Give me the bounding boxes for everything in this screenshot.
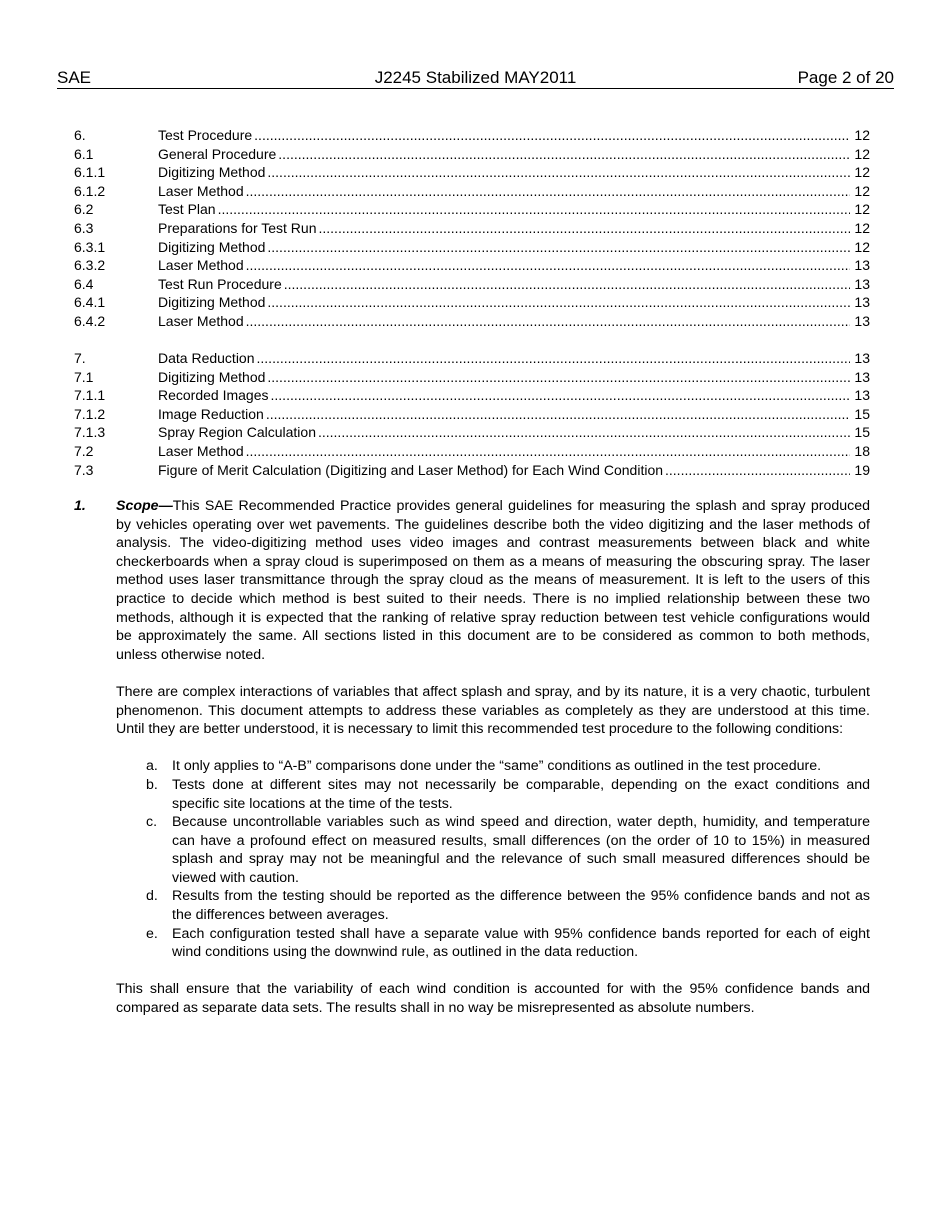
scope-heading: Scope— — [116, 498, 173, 514]
condition-item — [146, 925, 870, 962]
toc-leader-dots — [218, 200, 850, 219]
toc-entry — [74, 386, 870, 405]
toc-entry-number: 6.4.1 — [74, 294, 106, 311]
toc-entry-title: Data Reduction — [158, 350, 255, 366]
toc-leader-dots — [271, 386, 850, 405]
toc-entry-title: Preparations for Test Run — [158, 219, 317, 236]
toc-entry-page: 12 — [854, 219, 870, 236]
toc-entry-number: 6.1 — [74, 145, 94, 162]
condition-letter: a. — [146, 758, 158, 775]
toc-leader-dots — [246, 182, 850, 201]
toc-entry-number: 7. — [74, 350, 86, 366]
condition-text: Results from the testing should be reported as the difference between the 95% confidence bands and not as the differences between averages. — [172, 888, 870, 924]
toc-leader-dots — [267, 163, 850, 182]
toc-entry-title: Test Plan — [158, 201, 216, 218]
toc-leader-dots — [246, 442, 850, 461]
toc-entry-title: Spray Region Calculation — [158, 424, 316, 441]
toc-entry-number: 6.1.2 — [74, 182, 106, 199]
toc-entry-number: 6.1.1 — [74, 164, 106, 181]
toc-entry-page: 13 — [854, 257, 870, 274]
toc-entry-number: 6.2 — [74, 201, 94, 218]
toc-entry — [74, 442, 870, 461]
page-header — [57, 68, 894, 89]
toc-entry-number: 7.1.3 — [74, 424, 106, 441]
toc-entry-page: 19 — [854, 461, 870, 478]
toc-entry-page: 12 — [854, 164, 870, 181]
toc-entry-page: 12 — [854, 145, 870, 162]
toc-entry — [74, 200, 870, 219]
scope-paragraph-2: There are complex interactions of variables that affect splash and spray, and by its nature, it is a very chaotic, turbulent phenomenon. This document attempts to address these variables as completely as they are understood at this time. Until they are better understood, it is necessary to limit this recommended test procedure to the following conditions: — [116, 683, 870, 738]
toc-entry-page: 15 — [854, 405, 870, 422]
toc-entry-title: Digitizing Method — [158, 368, 266, 385]
toc-entry — [74, 219, 870, 238]
toc-entry-page: 13 — [854, 275, 870, 292]
toc-leader-dots — [267, 238, 850, 257]
toc-entry-number: 6.4.2 — [74, 312, 106, 329]
toc-entry — [74, 256, 870, 275]
toc-entry-title: Figure of Merit Calculation (Digitizing and Laser Method) for Each Wind Condition — [158, 461, 664, 478]
toc-leader-dots — [267, 368, 850, 387]
toc-entry-title: Laser Method — [158, 182, 244, 199]
toc-entry-title: Laser Method — [158, 257, 244, 274]
toc-entry-page: 12 — [854, 127, 870, 143]
toc-entry-number: 7.2 — [74, 442, 94, 459]
toc-leader-dots — [257, 349, 850, 368]
header-document-id: J2245 Stabilized MAY2011 — [374, 68, 577, 87]
toc-leader-dots — [267, 293, 850, 312]
toc-entry-page: 18 — [854, 442, 870, 459]
toc-leader-dots — [266, 405, 850, 424]
toc-entry — [74, 423, 870, 442]
toc-leader-dots — [665, 461, 850, 480]
toc-leader-dots — [284, 275, 850, 294]
condition-letter: c. — [146, 814, 158, 831]
toc-entry-page: 12 — [854, 182, 870, 199]
condition-text: It only applies to “A-B” comparisons done under the “same” conditions as outlined in the test procedure. — [172, 758, 822, 775]
toc-entry-page: 13 — [854, 312, 870, 329]
toc-entry — [74, 163, 870, 182]
table-of-contents-section-7 — [74, 349, 870, 479]
toc-entry-title: Test Run Procedure — [158, 275, 282, 292]
toc-entry-title: Laser Method — [158, 442, 244, 459]
toc-entry — [74, 293, 870, 312]
toc-entry-number: 6. — [74, 127, 86, 143]
toc-entry — [74, 126, 870, 145]
toc-entry-page: 15 — [854, 424, 870, 441]
toc-leader-dots — [318, 423, 850, 442]
toc-entry-page: 12 — [854, 238, 870, 255]
toc-entry-page: 13 — [854, 294, 870, 311]
condition-item — [146, 887, 870, 924]
condition-text: Tests done at different sites may not necessarily be comparable, depending on the exact conditions and specific site locations at the time of the tests. — [172, 776, 870, 812]
header-page-number: Page 2 of 20 — [797, 68, 894, 87]
header-organization: SAE — [57, 68, 92, 87]
scope-paragraph-1 — [116, 497, 870, 664]
toc-entry — [74, 145, 870, 164]
toc-entry — [74, 275, 870, 294]
toc-entry-number: 7.1 — [74, 368, 94, 385]
toc-entry-title: Digitizing Method — [158, 238, 266, 255]
toc-entry — [74, 368, 870, 387]
toc-entry-page: 12 — [854, 201, 870, 218]
toc-entry-title: Digitizing Method — [158, 164, 266, 181]
toc-entry-page: 13 — [854, 387, 870, 404]
toc-entry — [74, 461, 870, 480]
toc-entry-number: 7.1.1 — [74, 387, 106, 404]
condition-letter: b. — [146, 776, 158, 793]
condition-item — [146, 813, 870, 887]
toc-entry-number: 7.1.2 — [74, 405, 106, 422]
toc-entry-title: General Procedure — [158, 145, 277, 162]
condition-item — [146, 776, 870, 813]
toc-entry — [74, 349, 870, 368]
toc-entry-number: 6.3.1 — [74, 238, 106, 255]
toc-entry-number: 6.3.2 — [74, 257, 106, 274]
toc-entry-number: 6.3 — [74, 219, 94, 236]
toc-entry-page: 13 — [854, 350, 870, 366]
toc-entry-number: 7.3 — [74, 461, 94, 478]
toc-entry-title: Laser Method — [158, 312, 244, 329]
condition-letter: d. — [146, 888, 158, 905]
scope-paragraph-3: This shall ensure that the variability of each wind condition is accounted for with the 95% confidence bands and compared as separate data sets. The results shall in no way be misrepresented as absolute numbers. — [116, 981, 870, 1017]
toc-entry-number: 6.4 — [74, 275, 94, 292]
table-of-contents-section-6 — [74, 126, 870, 331]
section-number: 1. — [74, 498, 86, 514]
toc-entry — [74, 405, 870, 424]
toc-leader-dots — [278, 145, 850, 164]
toc-leader-dots — [254, 126, 850, 145]
toc-leader-dots — [246, 312, 850, 331]
condition-text: Each configuration tested shall have a separate value with 95% confidence bands reported for each of eight wind conditions using the downwind rule, as outlined in the data reduction. — [172, 925, 870, 961]
toc-entry-title: Recorded Images — [158, 387, 269, 404]
toc-entry-title: Digitizing Method — [158, 294, 266, 311]
toc-leader-dots — [319, 219, 851, 238]
scope-paragraph-1-text: This SAE Recommended Practice provides general guidelines for measuring the splash and spray produced by vehicles operating over wet pavements. The guidelines describe both the video digitizing and the laser methods of analysis. The video-digitizing method uses video images and contrast measurements between black and white checkerboards when a spray cloud is superimposed on them as a means of measuring the obscuring spray. The laser method uses laser transmittance through the spray cloud as the means of measurement. It is left to the users of this practice to decide which method is best suited to their needs. There is no implied relationship between these two methods, although it is expected that the ranking of relative spray reduction between test vehicle configurations would be approximately the same. All sections listed in this document are to be considered as common to both methods, unless otherwise noted. — [116, 498, 870, 663]
toc-entry-title: Image Reduction — [158, 405, 264, 422]
toc-entry — [74, 182, 870, 201]
condition-text: Because uncontrollable variables such as wind speed and direction, water depth, humidity, and temperature can have a profound effect on measured results, small differences (on the order of 10 to 15%) in measured splash and spray may not be meaningful and the relevance of such small measured differences should be viewed with caution. — [172, 814, 870, 886]
conditions-list — [146, 757, 870, 962]
scope-body — [116, 497, 870, 1018]
toc-entry-page: 13 — [854, 368, 870, 385]
scope-section — [74, 497, 870, 1018]
toc-leader-dots — [246, 256, 850, 275]
condition-item — [146, 757, 870, 776]
toc-entry — [74, 238, 870, 257]
toc-entry-title: Test Procedure — [158, 127, 253, 143]
condition-letter: e. — [146, 925, 158, 942]
toc-entry — [74, 312, 870, 331]
